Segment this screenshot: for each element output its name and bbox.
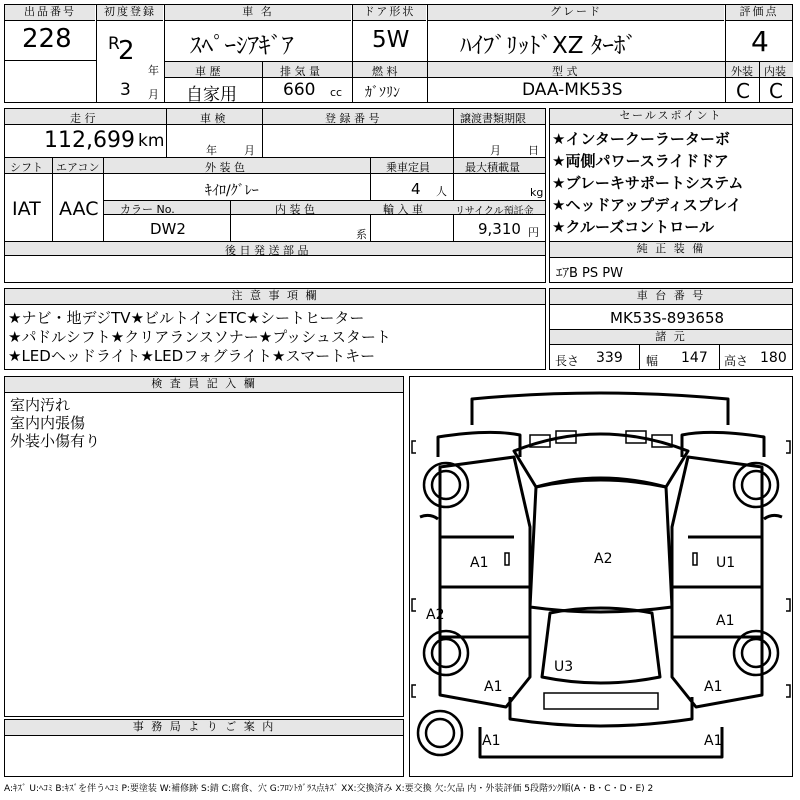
sales-item: ★両側パワースライドドア — [552, 152, 729, 170]
mark-front-left: A1 — [482, 733, 501, 749]
door-type: 5W — [372, 27, 410, 53]
seats-header: 乗車定員 — [386, 161, 430, 174]
shift: IAT — [12, 198, 41, 220]
inspector-line: 室内内張傷 — [10, 414, 86, 432]
grade: ﾊｲﾌﾞﾘｯﾄﾞXZ ﾀｰﾎﾞ — [460, 33, 637, 59]
chassis-number: MK53S-893658 — [610, 309, 725, 327]
mark-front-right: A1 — [704, 733, 723, 749]
load-unit: kg — [530, 186, 544, 199]
ext-color: ｷｲﾛ/ｸﾞﾚｰ — [205, 183, 259, 199]
ext-grade: C — [736, 79, 750, 103]
int-header: 内装 — [764, 65, 786, 78]
color-header: 外 装 色 — [205, 161, 245, 174]
note-line: ★ナビ・地デジTV★ビルトインETC★シートヒーター — [8, 309, 365, 327]
chassis-header: 車 台 番 号 — [550, 289, 792, 305]
sales-item: ★ヘッドアップディスプレイ — [552, 196, 742, 214]
intcolor-unit: 系 — [356, 228, 367, 241]
disp-unit: cc — [330, 86, 343, 99]
note-line: ★LEDヘッドライト★LEDフォグライト★スマートキー — [8, 347, 376, 365]
model-header: 型 式 — [552, 65, 578, 78]
load-header: 最大積載量 — [465, 161, 520, 174]
later-parts-header: 後 日 発 送 部 品 — [225, 244, 309, 257]
mileage-unit: km — [138, 131, 165, 151]
notes-header: 注 意 事 項 欄 — [5, 289, 545, 305]
displacement: 660 — [283, 80, 316, 100]
inspect-year-unit: 年 — [206, 144, 217, 157]
history-header: 車 歴 — [195, 65, 221, 78]
int-grade: C — [769, 79, 783, 103]
import-header: 輸 入 車 — [383, 203, 423, 216]
mileage-header: 走 行 — [70, 112, 96, 125]
transfer-month-unit: 月 — [490, 144, 501, 157]
equipment-header: 純 正 装 備 — [550, 242, 792, 258]
length: 339 — [596, 350, 623, 366]
lot-header: 出品番号 — [5, 5, 95, 21]
inspect-header: 車 検 — [200, 112, 226, 125]
car-outline-diagram — [410, 377, 792, 776]
mark-left-rear-quarter: A2 — [426, 607, 445, 623]
width: 147 — [681, 350, 708, 366]
shift-header: シフト — [10, 161, 43, 174]
sales-header: セールスポイント — [550, 109, 792, 125]
office-header: 事 務 局 よ り ご 案 内 — [5, 720, 403, 736]
inspector-line: 室内汚れ — [10, 396, 71, 414]
transfer-day-unit: 日 — [528, 144, 539, 157]
mark-rear-glass: U3 — [554, 659, 574, 675]
sales-item: ★クルーズコントロール — [552, 218, 714, 236]
lot-number: 228 — [22, 24, 72, 54]
reg-month: 3 — [120, 80, 131, 100]
spec-header: 諸 元 — [550, 330, 792, 345]
sales-item: ★インタークーラーターボ — [552, 130, 730, 148]
mark-right-front-door: U1 — [716, 555, 736, 571]
seats: 4 — [411, 180, 421, 198]
fuel: ｶﾞｿﾘﾝ — [365, 85, 400, 101]
recycle-header: リサイクル預託金 — [455, 206, 534, 217]
ac: AAC — [59, 198, 99, 220]
height: 180 — [760, 350, 787, 366]
reg-year: 2 — [118, 36, 135, 66]
length-label: 長さ — [555, 354, 580, 368]
score-header: 評価点 — [726, 5, 792, 21]
model-code: DAA-MK53S — [522, 80, 623, 100]
transfer-header: 譲渡書類期限 — [460, 112, 526, 125]
sales-list — [552, 128, 743, 238]
mark-roof: A2 — [594, 551, 613, 567]
score: 4 — [751, 25, 769, 58]
inspect-month-unit: 月 — [244, 144, 255, 157]
seats-unit: 人 — [436, 185, 447, 198]
width-label: 幅 — [646, 354, 659, 368]
reg-header: 初度登録 — [97, 5, 163, 21]
ac-header: エアコン — [56, 161, 100, 174]
mark-right-rear: A1 — [716, 613, 735, 629]
inspector-notes — [10, 396, 100, 450]
damage-diagram — [409, 376, 793, 777]
sales-item: ★ブレーキサポートシステム — [552, 174, 744, 192]
history: 自家用 — [186, 85, 237, 105]
mark-left-front-door: A1 — [470, 555, 489, 571]
ext-header: 外装 — [731, 65, 753, 78]
inspector-header: 検 査 員 記 入 欄 — [5, 377, 403, 393]
reg-era: R — [108, 34, 120, 54]
equipment: ｴｱB PS PW — [556, 266, 623, 281]
reg-year-unit: 年 — [148, 64, 159, 77]
name-header: 車 名 — [165, 5, 351, 21]
inspector-line: 外装小傷有り — [10, 432, 101, 450]
mileage: 112,699 — [44, 128, 135, 153]
recycle-unit: 円 — [528, 226, 539, 239]
height-label: 高さ — [724, 354, 749, 368]
mark-right-front-fender: A1 — [704, 679, 723, 695]
plate-header: 登 録 番 号 — [325, 112, 380, 125]
reg-month-unit: 月 — [148, 88, 159, 101]
color-number: DW2 — [150, 220, 186, 238]
disp-header: 排 気 量 — [280, 65, 320, 78]
colorno-header: カラー No. — [120, 203, 175, 216]
mark-left-front-fender: A1 — [484, 679, 503, 695]
fuel-header: 燃 料 — [372, 65, 398, 78]
grade-header: グレード — [428, 5, 724, 21]
note-line: ★パドルシフト★クリアランスソナー★プッシュスタート — [8, 328, 391, 346]
intcolor-header: 内 装 色 — [275, 203, 315, 216]
legend: A:ｷｽﾞ U:ﾍｺﾐ B:ｷｽﾞを伴うﾍｺﾐ P:要塗装 W:補修跡 S:錆 C:腐食、穴 G:ﾌﾛﾝﾄｶﾞﾗｽ点ｷｽﾞ XX:交換済み X:要交換 欠:欠品 内・外装評価 5段階ﾗﾝｸ順(A・B・C・D・E) 2 — [4, 784, 654, 794]
recycle-fee: 9,310 — [478, 220, 521, 238]
car-name: ｽﾍﾟｰｼｱｷﾞｱ — [190, 33, 294, 59]
door-header: ドア形状 — [353, 5, 426, 21]
notes-list — [8, 309, 391, 366]
